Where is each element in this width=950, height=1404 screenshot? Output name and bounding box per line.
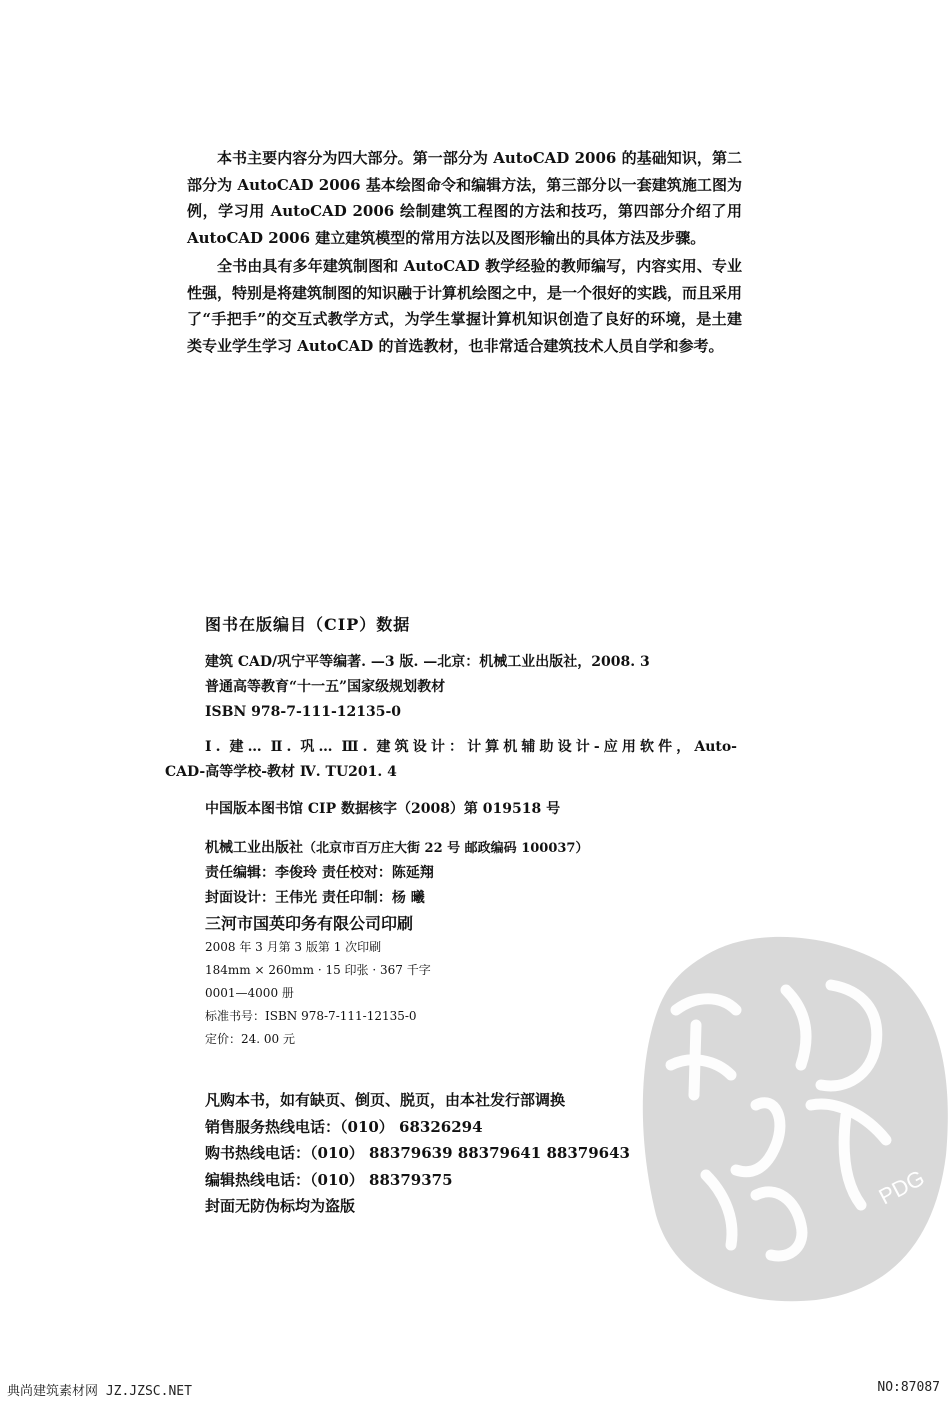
publisher-line [205,836,588,861]
publication-details [205,836,588,1051]
cip-classification [165,735,737,785]
price-line: 定价：24. 00 元 [205,1032,295,1046]
seal-graphic [636,915,950,1303]
publisher-address: （北京市百万庄大街 22 号 邮政编码 100037） [303,841,589,856]
exchange-notice: 凡购本书，如有缺页、倒页、脱页，由本社发行部调换 [205,1091,566,1109]
sales-hotline: 销售服务热线电话：（010） 68326294 [205,1117,483,1136]
cip-record [205,650,650,725]
printer-line: 三河市国英印务有限公司印刷 [205,914,414,933]
cip-class-line-1: Ⅰ. 建… Ⅱ. 巩… Ⅲ. 建筑设计：计算机辅助设计-应用软件，Auto- [205,739,737,755]
cip-library-record [205,797,560,822]
isbn-line: 标准书号：ISBN 978-7-111-12135-0 [205,1009,417,1023]
intro-paragraph-2: 全书由具有多年建筑制图和 AutoCAD 教学经验的教师编写，内容实用、专业性强，特别是将建筑制图的知识融于计算机绘图之中，是一个很好的实践，而且采用了“手把手”的交互式教学方式，为学生掌握计算机知识创造了良好的环境，是土建类专业学生学习 AutoCAD 的首选教材，也非常适合建筑技术人员自学和参考。 [187,257,743,355]
footer-site-label: 典尚建筑素材网 JZ.JZSC.NET [7,1384,192,1399]
editor-hotline: 编辑热线电话：（010） 88379375 [205,1170,453,1189]
cip-class-line-2: CAD-高等学校-教材 Ⅳ. TU201. 4 [165,764,397,780]
contact-info [205,1087,630,1220]
seal-label: PDG [874,1164,929,1210]
specs-line: 184mm × 260mm · 15 印张 · 367 千字 [205,963,431,977]
pdg-watermark-seal [636,915,950,1303]
edition-line: 2008 年 3 月第 3 版第 1 次印刷 [205,940,382,954]
editor-line: 责任编辑：李俊玲 责任校对：陈延翔 [205,865,434,881]
footer-number: NO:87087 [877,1380,940,1395]
cip-series-line: 普通高等教育“十一五”国家级规划教材 [205,679,446,695]
cip-library-line: 中国版本图书馆 CIP 数据核字（2008）第 019518 号 [205,801,561,817]
print-run-line: 0001—4000 册 [205,986,294,1000]
publisher-name: 机械工业出版社 [205,840,303,856]
cip-isbn-line: ISBN 978-7-111-12135-0 [205,704,402,720]
cip-author-line: 建筑 CAD/巩宁平等编著. —3 版. —北京：机械工业出版社，2008. 3 [205,654,650,670]
intro-paragraph-1: 本书主要内容分为四大部分。第一部分为 AutoCAD 2006 的基础知识，第二部分为 AutoCAD 2006 基本绘图命令和编辑方法，第三部分以一套建筑施工图为例，学习用 AutoCAD 2006 绘制建筑工程图的方法和技巧，第四部分介绍了用 AutoCAD 2006 建立建筑模型的常用方法以及图形输出的具体方法及步骤。 [187,149,742,247]
design-line: 封面设计：王伟光 责任印制：杨 曦 [205,890,425,906]
book-introduction [187,145,742,359]
anti-fake-notice: 封面无防伪标均为盗版 [205,1197,356,1215]
cip-title: 图书在版编目（CIP）数据 [205,615,411,634]
order-hotline: 购书热线电话：（010） 88379639 88379641 88379643 [205,1144,630,1162]
